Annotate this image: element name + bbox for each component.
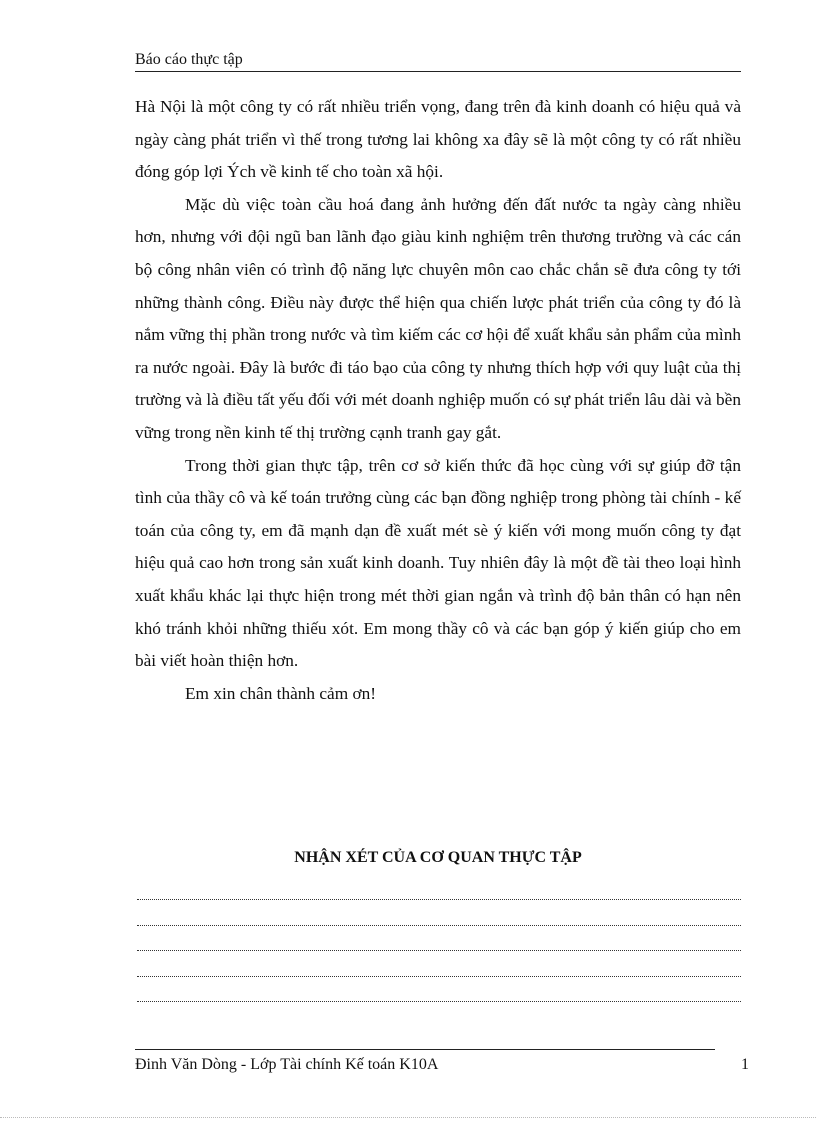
page-number: 1 [741,1056,749,1073]
comment-lines [137,887,741,1015]
page-footer [135,1055,749,1077]
comment-line [137,989,741,1015]
paragraph-globalization: Mặc dù việc toàn cầu hoá đang ảnh hưởng đến đất nước ta ngày càng nhiều hơn, nhưng với đội ngũ ban lãnh đạo giàu kinh nghiệm trên thương trường và các cán bộ công nhân viên có trình độ năng lực chuyên môn cao chắc chắn sẽ đưa công ty tới những thành công. Điều này được thể hiện qua chiến lược phát triển của công ty đó là nắm vững thị phần trong nước và tìm kiếm các cơ hội để xuất khẩu sản phẩm của mình ra nước ngoài. Đây là bước đi táo bạo của công ty nhưng thích hợp với quy luật của thị trường và là điều tất yếu đối với mét doanh nghiệp muốn có sự phát triển lâu dài và bền vững trong nền kinh tế thị trường cạnh tranh gay gắt. [135,194,741,442]
footer-author: Đinh Văn Dòng - Lớp Tài chính Kế toán K10A [135,1056,439,1073]
comment-line [137,964,741,990]
comments-section-title: NHẬN XÉT CỦA CƠ QUAN THỰC TẬP [294,849,582,866]
page-header [135,50,741,72]
document-body [135,91,741,710]
page-bottom-border [0,1117,816,1118]
comment-line [137,887,741,913]
paragraph-thanks: Em xin chân thành cảm ơn! [185,683,377,703]
footer-divider [135,1049,715,1050]
paragraph-internship: Trong thời gian thực tập, trên cơ sở kiến thức đã học cùng với sự giúp đỡ tận tình của thầy cô và kế toán trưởng cùng các bạn đồng nghiệp trong phòng tài chính - kế toán của công ty, em đã mạnh dạn đề xuất mét sè ý kiến với mong muốn công ty đạt hiệu quả cao hơn trong sản xuất kinh doanh. Tuy nhiên đây là một đề tài theo loại hình xuất khẩu khác lại thực hiện trong mét thời gian ngắn và trình độ bản thân có hạn nên khó tránh khỏi những thiếu xót. Em mong thầy cô và các bạn góp ý kiến giúp cho em bài viết hoàn thiện hơn. [135,455,741,671]
comment-line [137,913,741,939]
header-title: Báo cáo thực tập [135,51,243,68]
paragraph-intro: Hà Nội là một công ty có rất nhiều triển vọng, đang trên đà kinh doanh có hiệu quả và ngày càng phát triển vì thế trong tương lai không xa đây sẽ là một công ty có rất nhiều đóng góp lợi Ých về kinh tế cho toàn xã hội. [135,97,741,182]
comment-line [137,938,741,964]
